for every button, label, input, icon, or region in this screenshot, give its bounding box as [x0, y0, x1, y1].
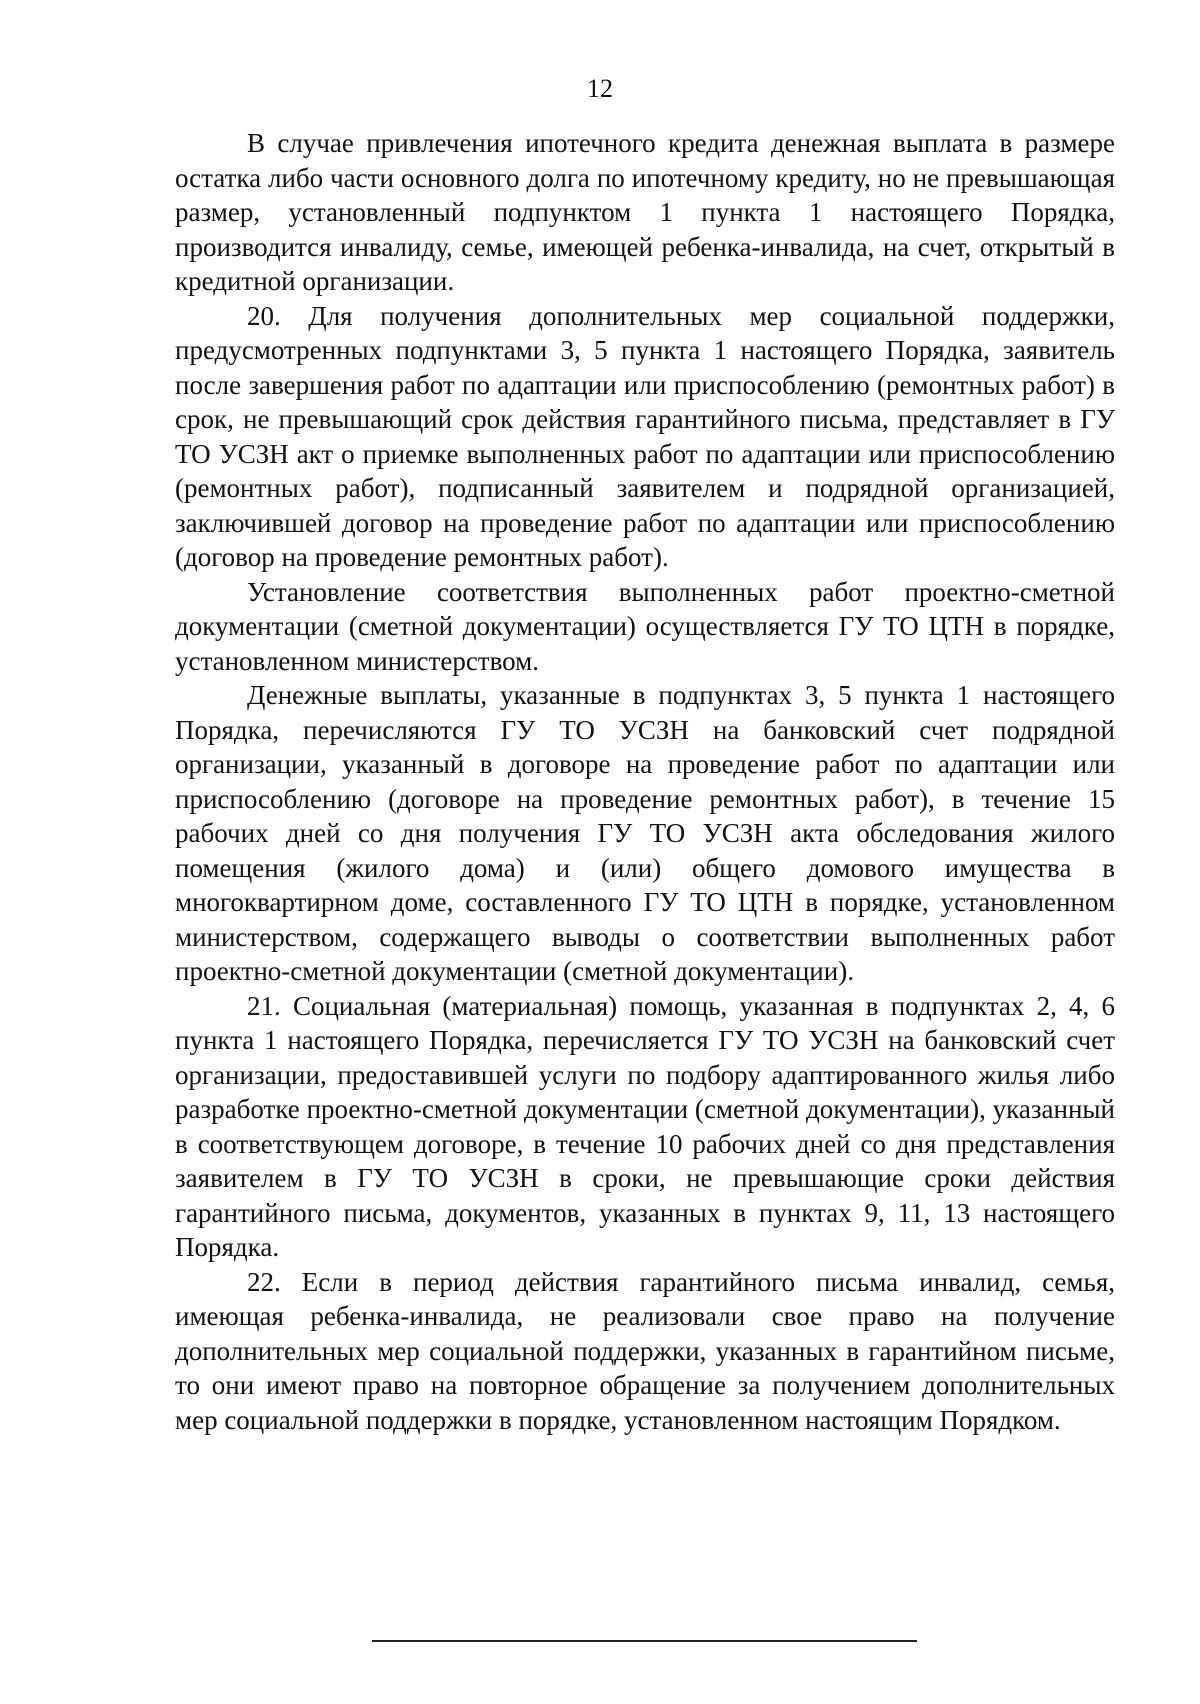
paragraph-compliance: Установление соответствия выполненных работ проектно-сметной документации (сметной документации) осуществляется ГУ ТО ЦТН в порядке, установленном министерством. [175, 576, 1115, 676]
paragraph-mortgage-payment: В случае привлечения ипотечного кредита денежная выплата в размере остатка либо части основного долга по ипотечному кредиту, но не превышающая размер, установленный подпунктом 1 пункта 1 настоящего Порядка, производится инвалиду, семье, имеющей ребенка-инвалида, на счет, открытый в кредитной организации. [175, 128, 1115, 296]
closing-divider [372, 1640, 917, 1642]
page-number: 12 [587, 74, 613, 103]
document-body [175, 126, 1115, 1437]
paragraph-21: 21. Социальная (материальная) помощь, указанная в подпунктах 2, 4, 6 пункта 1 настоящего Порядка, перечисляется ГУ ТО УСЗН на банковский счет организации, предоставившей услуги по подбору адаптированного жилья либо разработке проектно-сметной документации (сметной документации), указанный в соответствующем договоре, в течение 10 рабочих дней со дня представления заявителем в ГУ ТО УСЗН в сроки, не превышающие сроки действия гарантийного письма, документов, указанных в пунктах 9, 11, 13 настоящего Порядка. [175, 990, 1115, 1262]
paragraph-22: 22. Если в период действия гарантийного письма инвалид, семья, имеющая ребенка-инвалида, не реализовали свое право на получение дополнительных мер социальной поддержки, указанных в гарантийном письме, то они имеют право на повторное обращение за получением дополнительных мер социальной поддержки в порядке, установленном настоящим Порядком. [175, 1266, 1115, 1435]
paragraph-20: 20. Для получения дополнительных мер социальной поддержки, предусмотренных подпунктами 3, 5 пункта 1 настоящего Порядка, заявитель после завершения работ по адаптации или приспособлению (ремонтных работ) в срок, не превышающий срок действия гарантийного письма, представляет в ГУ ТО УСЗН акт о приемке выполненных работ по адаптации или приспособлению (ремонтных работ), подписанный заявителем и подрядной организацией, заключившей договор на проведение работ по адаптации или приспособлению (договор на проведение ремонтных работ). [175, 300, 1115, 572]
paragraph-cash-payments: Денежные выплаты, указанные в подпунктах 3, 5 пункта 1 настоящего Порядка, перечисляются ГУ ТО УСЗН на банковский счет подрядной организации, указанный в договоре на проведение работ по адаптации или приспособлению (договоре на проведение ремонтных работ), в течение 15 рабочих дней со дня получения ГУ ТО УСЗН акта обследования жилого помещения (жилого дома) и (или) общего домового имущества в многоквартирном доме, составленного ГУ ТО ЦТН в порядке, установленном министерством, содержащего выводы о соответствии выполненных работ проектно-сметной документации (сметной документации). [175, 680, 1115, 986]
